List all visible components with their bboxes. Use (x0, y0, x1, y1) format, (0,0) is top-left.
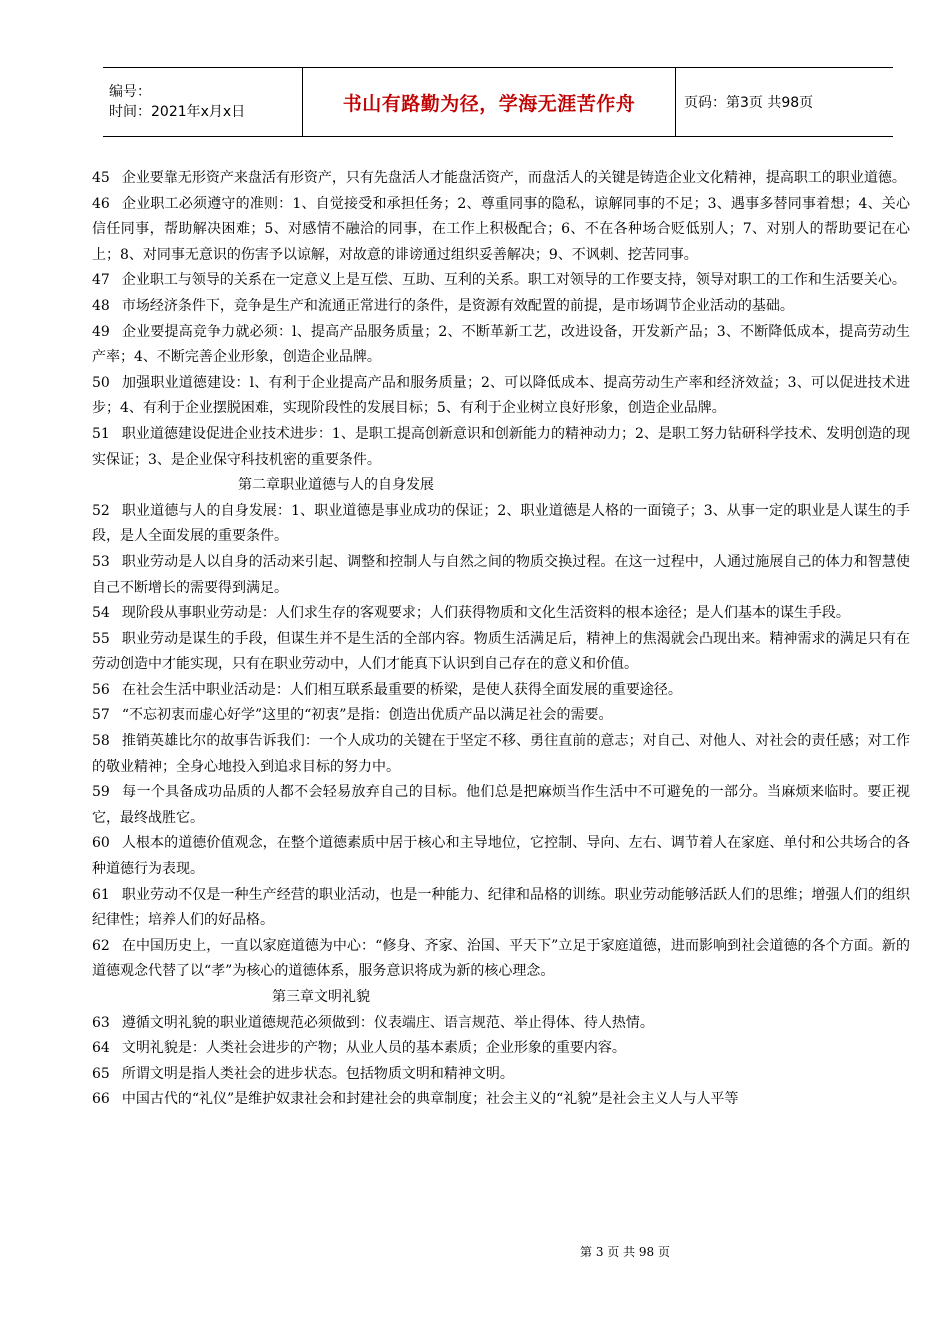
item-number: 55 (92, 630, 110, 647)
item-number: 51 (92, 425, 110, 442)
item-text: 市场经济条件下，竞争是生产和流通正常进行的条件，是资源有效配置的前提，是市场调节企业活动的基础。 (121, 297, 794, 314)
item-number: 64 (92, 1040, 110, 1057)
item-number: 66 (92, 1091, 110, 1108)
item-text: 企业要靠无形资产来盘活有形资产，只有先盘活人才能盘活资产，而盘活人的关键是铸造企业文化精神，提高职工的职业道德。 (121, 170, 906, 186)
item-number: 45 (92, 170, 110, 186)
item-text: 加强职业道德建设：l、有利于企业提高产品和服务质量；2、可以降低成本、提高劳动生产率和经济效益；3、可以促进技术进步；4、有利于企业摆脱困难，实现阶段性的发展目标；5、有利于企业树立良好形象，创造企业品牌。 (92, 374, 910, 417)
chapter-heading: 第三章文明礼貌 (272, 989, 370, 1005)
item-text: 职业道德建设促进企业技术进步：1、是职工提高创新意识和创新能力的精神动力；2、是职工努力钻研科学技术、发明创造的现实保证；3、是企业保守科技机密的重要条件。 (92, 425, 910, 468)
list-item (92, 166, 910, 192)
item-text: “不忘初衷而虚心好学”这里的“初衷”是指：创造出优质产品以满足社会的需要。 (121, 707, 613, 724)
list-item (92, 294, 910, 320)
item-text: 中国古代的“礼仪”是维护奴隶社会和封建社会的典章制度；社会主义的“礼貌”是社会主义人与人平等 (121, 1091, 739, 1108)
page-label: 页码：第3页 共98页 (684, 95, 814, 111)
list-item (92, 627, 910, 678)
list-item (92, 371, 910, 422)
page-footer: 第 3 页 共 98 页 (580, 1245, 670, 1259)
list-item (92, 601, 910, 627)
page-header (103, 67, 893, 137)
item-number: 52 (92, 502, 110, 519)
item-number: 63 (92, 1014, 110, 1031)
list-item (92, 831, 910, 882)
list-item (92, 320, 910, 371)
list-item (92, 422, 910, 473)
item-text: 职业道德与人的自身发展：1、职业道德是事业成功的保证；2、职业道德是人格的一面镜子；3、从事一定的职业是人谋生的手段，是人全面发展的重要条件。 (92, 502, 910, 545)
item-text: 文明礼貌是：人类社会进步的产物；从业人员的基本素质；企业形象的重要内容。 (121, 1040, 626, 1057)
number-label: 编号： (109, 84, 151, 100)
item-number: 47 (92, 272, 110, 289)
item-number: 56 (92, 681, 110, 698)
list-item (92, 883, 910, 934)
list-item (92, 1011, 910, 1037)
item-number: 53 (92, 553, 110, 570)
item-number: 50 (92, 374, 110, 391)
item-text: 现阶段从事职业劳动是：人们求生存的客观要求；人们获得物质和文化生活资料的根本途径；是人们基本的谋生手段。 (121, 605, 850, 622)
list-item (92, 1087, 910, 1113)
list-item (92, 499, 910, 550)
list-item (92, 192, 910, 269)
item-text: 职业劳动是人以自身的活动来引起、调整和控制人与自然之间的物质交换过程。在这一过程中，人通过施展自己的体力和智慧使自己不断增长的需要得到满足。 (92, 553, 910, 596)
list-item (92, 934, 910, 985)
item-number: 49 (92, 323, 110, 340)
item-number: 57 (92, 707, 110, 724)
list-item (92, 780, 910, 831)
item-text: 推销英雄比尔的故事告诉我们：一个人成功的关键在于坚定不移、勇往直前的意志；对自己、对他人、对社会的责任感；对工作的敬业精神；全身心地投入到追求目标的努力中。 (92, 733, 910, 775)
item-text: 每一个具备成功品质的人都不会轻易放弃自己的目标。他们总是把麻烦当作生活中不可避免的一部分。当麻烦来临时。要正视它，最终战胜它。 (92, 784, 910, 826)
list-item (92, 1036, 910, 1062)
motto: 书山有路勤为径，学海无涯苦作舟 (342, 92, 636, 115)
document-body (92, 166, 910, 1113)
list-item (92, 1062, 910, 1088)
item-text: 企业职工与领导的关系在一定意义上是互偿、互助、互利的关系。职工对领导的工作要支持，领导对职工的工作和生活要关心。 (121, 272, 906, 289)
item-number: 48 (92, 297, 110, 314)
header-page-cell (676, 68, 893, 136)
item-number: 65 (92, 1065, 110, 1082)
time-label: 时间：2021年x月x日 (109, 104, 246, 120)
item-text: 人根本的道德价值观念，在整个道德素质中居于核心和主导地位，它控制、导向、左右、调节着人在家庭、单付和公共场合的各种道德行为表现。 (92, 835, 910, 878)
item-text: 所谓文明是指人类社会的进步状态。包括物质文明和精神文明。 (121, 1065, 514, 1082)
item-number: 61 (92, 886, 110, 903)
item-number: 46 (92, 195, 110, 212)
list-item (92, 703, 910, 729)
chapter-heading: 第二章职业道德与人的自身发展 (238, 477, 434, 494)
item-text: 职业劳动是谋生的手段，但谋生并不是生活的全部内容。物质生活满足后，精神上的焦渴就会凸现出来。精神需求的满足只有在劳动创造中才能实现，只有在职业劳动中，人们才能真下认识到自己存在的意义和价值。 (92, 630, 910, 673)
item-text: 企业职工必须遵守的准则：1、自觉接受和承担任务；2、尊重同事的隐私，谅解同事的不足；3、遇事多替同事着想；4、关心信任同事，帮助解决困难；5、对感情不融洽的同事，在工作上积极配合；6、不在各种场合贬低别人；7、对别人的帮助要记在心上；8、对同事无意识的伤害予以谅解，对故意的诽谤通过组织妥善解决；9、不讽刺、挖苦同事。 (92, 195, 910, 263)
header-motto-cell (303, 68, 676, 136)
item-number: 60 (92, 835, 110, 852)
item-text: 在中国历史上，一直以家庭道德为中心：“修身、齐家、治国、平天下”立足于家庭道德，进而影响到社会道德的各个方面。新的道德观念代替了以“孝”为核心的道德体系，服务意识将成为新的核心理念。 (92, 937, 910, 980)
list-item (92, 550, 910, 601)
item-text: 在社会生活中职业活动是：人们相互联系最重要的桥梁，是使人获得全面发展的重要途径。 (121, 681, 682, 698)
item-number: 62 (92, 937, 110, 954)
item-text: 企业要提高竞争力就必须：l、提高产品服务质量；2、不断革新工艺，改进设备，开发新产品；3、不断降低成本，提高劳动生产率；4、不断完善企业形象，创造企业品牌。 (92, 323, 910, 366)
item-number: 58 (92, 733, 110, 750)
list-item (92, 729, 910, 780)
list-item (92, 678, 910, 704)
item-number: 54 (92, 605, 110, 622)
item-number: 59 (92, 784, 110, 801)
list-item (92, 268, 910, 294)
item-text: 遵循文明礼貌的职业道德规范必须做到：仪表端庄、语言规范、举止得体、待人热情。 (121, 1014, 654, 1031)
header-meta (103, 68, 303, 136)
item-text: 职业劳动不仅是一种生产经营的职业活动，也是一种能力、纪律和品格的训练。职业劳动能够活跃人们的思维；增强人们的组织纪律性；培养人们的好品格。 (92, 886, 910, 929)
